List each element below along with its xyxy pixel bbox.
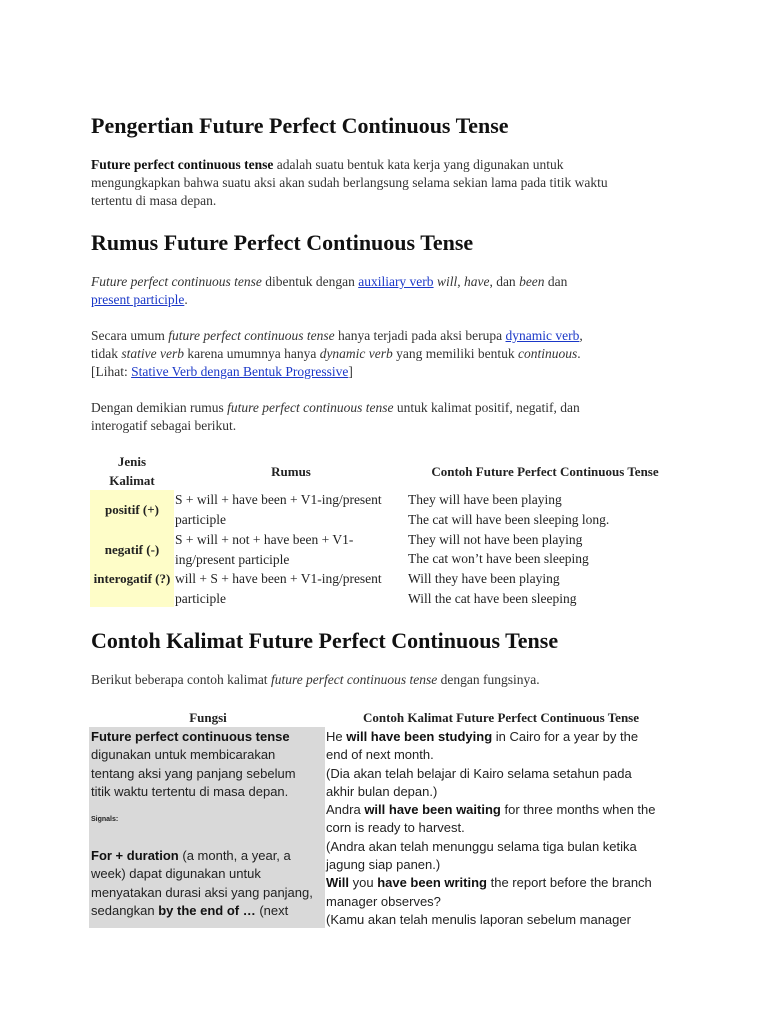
text: titik waktu tertentu di masa depan. bbox=[91, 783, 289, 799]
term-italic: Future perfect continuous tense bbox=[91, 274, 262, 289]
table1-header-rumus: Rumus bbox=[271, 464, 311, 479]
link-dynamic-verb[interactable]: dynamic verb bbox=[505, 328, 580, 343]
text: yang memiliki bentuk bbox=[392, 346, 519, 361]
term-bold: will have been studying bbox=[346, 729, 493, 744]
text: Berikut beberapa contoh kalimat bbox=[91, 672, 271, 687]
term-italic: future perfect continuous tense bbox=[270, 672, 438, 687]
table2-fungsi-cell bbox=[91, 728, 325, 801]
word-have: have bbox=[463, 274, 490, 289]
table1-row-negatif-example-2: The cat won’t have been sleeping bbox=[408, 551, 589, 566]
text: dibentuk dengan bbox=[261, 274, 359, 289]
text: digunakan untuk membicarakan bbox=[91, 747, 276, 763]
term-italic: continuous bbox=[518, 346, 578, 361]
table1-row-interogatif-rumus: will + S + have been + V1-ing/present participle bbox=[175, 571, 382, 606]
word-will: will bbox=[436, 274, 458, 289]
text: in Cairo for a year by the bbox=[492, 729, 639, 744]
word-been: been bbox=[519, 274, 545, 289]
term-bold: Future perfect continuous tense bbox=[91, 729, 290, 744]
text: tidak bbox=[91, 346, 122, 361]
text: adalah suatu bentuk kata kerja yang digunakan untuk bbox=[273, 157, 564, 172]
table1-header-jenis: Jenis Kalimat bbox=[109, 454, 155, 488]
text: . bbox=[184, 292, 188, 307]
paragraph-berikut bbox=[91, 671, 711, 689]
term-bold: For + duration bbox=[91, 848, 179, 863]
text: week) dapat digunakan untuk bbox=[91, 866, 261, 882]
text: tentang aksi yang panjang sebelum bbox=[91, 765, 296, 781]
text: for three months when the bbox=[500, 802, 656, 818]
table1-header-contoh: Contoh Future Perfect Continuous Tense bbox=[431, 464, 659, 479]
text: [Lihat: bbox=[91, 364, 132, 379]
text: Dengan demikian rumus bbox=[91, 400, 228, 415]
text: . bbox=[577, 346, 581, 361]
table1-row-positif-example-2: The cat will have been sleeping long. bbox=[408, 512, 610, 527]
term-bold: Future perfect continuous tense bbox=[91, 157, 274, 172]
paragraph-rumus-intro: Future perfect continuous tense dibentuk dengan auxiliary verb will, have, dan been dan present participle. bbox=[91, 274, 568, 307]
table1-row-interogatif-example-2: Will the cat have been sleeping bbox=[408, 591, 577, 606]
table2-header-contoh: Contoh Kalimat Future Perfect Continuous Tense bbox=[362, 710, 639, 725]
table2-fungsi-for-duration bbox=[91, 847, 325, 920]
table1-row-negatif-rumus: S + will + not + have been + V1-ing/present participle bbox=[175, 532, 354, 567]
term-bold: will have been waiting bbox=[364, 802, 501, 818]
table2-examples-cell bbox=[326, 728, 671, 929]
heading-pengertian: Pengertian Future Perfect Continuous Tense bbox=[91, 113, 509, 138]
text: ] bbox=[348, 364, 353, 379]
term-bold: have been writing bbox=[377, 875, 487, 891]
term-italic: stative verb bbox=[121, 346, 184, 361]
translation: (Kamu akan telah menulis laporan sebelum manager bbox=[326, 911, 631, 927]
table1-row-interogatif-label: interogatif (?) bbox=[93, 571, 171, 586]
text: you bbox=[349, 875, 378, 891]
text: interogatif sebagai berikut. bbox=[91, 418, 237, 433]
text: He bbox=[326, 729, 347, 744]
translation: jagung siap panen.) bbox=[326, 857, 441, 873]
table1-row-positif-rumus: S + will + have been + V1-ing/present participle bbox=[175, 492, 382, 527]
text: , dan bbox=[489, 274, 520, 289]
heading-rumus: Rumus Future Perfect Continuous Tense bbox=[91, 230, 474, 255]
text: manager observes? bbox=[326, 893, 441, 909]
example-3 bbox=[326, 875, 652, 927]
example-2 bbox=[326, 802, 656, 872]
translation: (Dia akan telah belajar di Kairo selama setahun pada bbox=[326, 765, 632, 781]
text: Secara umum bbox=[91, 328, 169, 343]
table2-header-fungsi: Fungsi bbox=[189, 710, 227, 725]
link-present-participle[interactable]: present participle bbox=[91, 292, 185, 307]
text: end of next month. bbox=[326, 747, 434, 763]
text: untuk kalimat positif, negatif, dan bbox=[393, 400, 580, 415]
text: sedangkan bbox=[91, 902, 159, 918]
table1-row-positif-example-1: They will have been playing bbox=[408, 492, 562, 507]
table2-signals-label: Signals: bbox=[91, 816, 119, 823]
term-italic: future perfect continuous tense bbox=[227, 400, 394, 415]
paragraph-dengan-demikian bbox=[91, 399, 711, 435]
text: the report before the branch bbox=[487, 875, 652, 891]
paragraph-secara-umum bbox=[91, 327, 711, 381]
text: hanya terjadi pada aksi berupa bbox=[334, 328, 506, 343]
text: corn is ready to harvest. bbox=[326, 820, 465, 836]
text: Andra bbox=[326, 802, 365, 818]
text: dan bbox=[544, 274, 568, 289]
table1-row-negatif-label: negatif (-) bbox=[104, 542, 160, 557]
translation: akhir bulan depan.) bbox=[326, 783, 438, 799]
table1-row-interogatif-example-1: Will they have been playing bbox=[408, 571, 560, 586]
paragraph-definition bbox=[91, 156, 691, 210]
translation: (Andra akan telah menunggu selama tiga bulan ketika bbox=[326, 838, 637, 854]
heading-contoh-kalimat: Contoh Kalimat Future Perfect Continuous Tense bbox=[91, 628, 559, 653]
term-italic: future perfect continuous tense bbox=[168, 328, 335, 343]
text: (a month, a year, a bbox=[178, 848, 291, 863]
table1-row-positif-label: positif (+) bbox=[105, 502, 159, 517]
table1-row-negatif-example-1: They will not have been playing bbox=[408, 532, 583, 547]
text: tertentu di masa depan. bbox=[91, 193, 217, 208]
term-bold: by the end of … bbox=[158, 902, 256, 918]
term-italic: dynamic verb bbox=[319, 346, 393, 361]
text: menyatakan durasi aksi yang panjang, bbox=[91, 884, 313, 900]
term-bold: Will bbox=[326, 875, 349, 891]
text: dengan fungsinya. bbox=[437, 672, 540, 687]
text: , bbox=[579, 328, 583, 343]
link-auxiliary-verb[interactable]: auxiliary verb bbox=[358, 274, 434, 289]
link-stative-verb-progressive[interactable]: Stative Verb dengan Bentuk Progressive bbox=[131, 364, 349, 379]
example-1 bbox=[326, 729, 638, 799]
text: mengungkapkan bahwa suatu aksi akan sudah berlangsung selama sekian lama pada titik waktu bbox=[91, 175, 608, 190]
text: karena umumnya hanya bbox=[183, 346, 320, 361]
text: (next bbox=[255, 902, 289, 918]
